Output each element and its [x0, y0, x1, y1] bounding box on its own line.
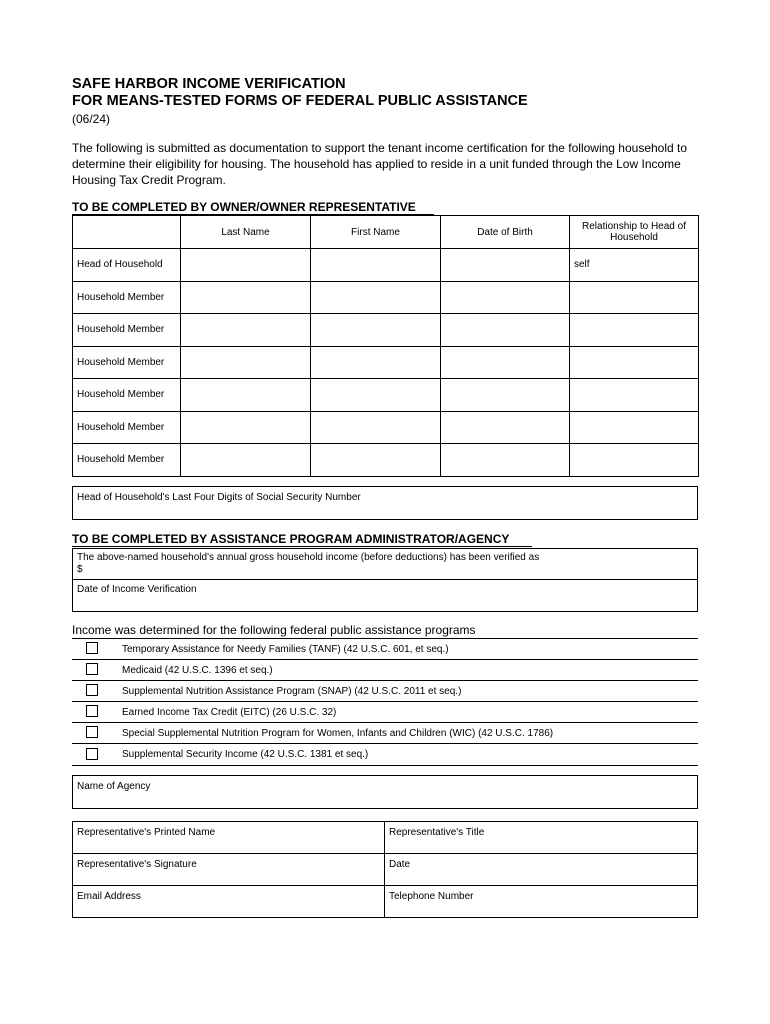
telephone-label: Telephone Number	[389, 891, 474, 902]
snap-label: Supplemental Nutrition Assistance Program (SNAP) (42 U.S.C. 2011 et seq.)	[122, 686, 462, 697]
program-divider	[72, 638, 698, 639]
header-blank	[73, 216, 181, 249]
medicaid-label: Medicaid (42 U.S.C. 1396 et seq.)	[122, 665, 273, 676]
relationship-field[interactable]	[570, 444, 699, 477]
wic-label: Special Supplemental Nutrition Program for Women, Infants and Children (WIC) (42 U.S.C. 1786)	[122, 728, 554, 739]
first-name-field[interactable]	[311, 346, 441, 379]
income-verification-date-label: Date of Income Verification	[77, 584, 197, 595]
header-first-name: First Name	[311, 216, 441, 249]
row-label: Household Member	[73, 444, 181, 477]
eitc-checkbox[interactable]	[86, 705, 98, 717]
agency-section-heading: TO BE COMPLETED BY ASSISTANCE PROGRAM ADMINISTRATOR/AGENCY	[72, 532, 510, 546]
snap-checkbox[interactable]	[86, 684, 98, 696]
date-of-birth-field[interactable]	[441, 249, 570, 282]
date-of-birth-field[interactable]	[441, 444, 570, 477]
date-of-birth-field[interactable]	[441, 314, 570, 347]
relationship-field[interactable]	[570, 379, 699, 412]
rep-printed-name-label: Representative's Printed Name	[77, 827, 216, 838]
intro-paragraph: The following is submitted as documentation to support the tenant income certification for the following household to determine their eligibility for housing. The household has applied to reside in a unit funded through the Low Income Housing Tax Credit Program.	[72, 141, 688, 187]
last-name-field[interactable]	[181, 346, 311, 379]
table-row	[73, 281, 699, 314]
header-relationship: Relationship to Head of Household	[570, 216, 699, 249]
first-name-field[interactable]	[311, 281, 441, 314]
form-title-line1: SAFE HARBOR INCOME VERIFICATION	[72, 76, 346, 92]
agency-name-field[interactable]	[72, 775, 698, 809]
eitc-label: Earned Income Tax Credit (EITC) (26 U.S.C. 32)	[122, 707, 337, 718]
table-row	[73, 379, 699, 412]
signature-date-field[interactable]	[384, 853, 698, 886]
first-name-field[interactable]	[311, 444, 441, 477]
program-divider	[72, 765, 698, 766]
program-divider	[72, 701, 698, 702]
first-name-field[interactable]	[311, 379, 441, 412]
date-of-birth-field[interactable]	[441, 346, 570, 379]
wic-checkbox[interactable]	[86, 726, 98, 738]
program-divider	[72, 722, 698, 723]
program-divider	[72, 680, 698, 681]
last-name-field[interactable]	[181, 444, 311, 477]
program-divider	[72, 743, 698, 744]
first-name-field[interactable]	[311, 411, 441, 444]
header-last-name: Last Name	[181, 216, 311, 249]
date-of-birth-field[interactable]	[441, 411, 570, 444]
ssn-label: Head of Household's Last Four Digits of Social Security Number	[77, 492, 361, 503]
row-label: Household Member	[73, 346, 181, 379]
household-table	[72, 215, 699, 477]
program-divider	[72, 659, 698, 660]
ssi-label: Supplemental Security Income (42 U.S.C. 1381 et seq.)	[122, 749, 369, 760]
relationship-field[interactable]: self	[570, 249, 699, 282]
table-row	[73, 346, 699, 379]
relationship-field[interactable]	[570, 346, 699, 379]
tanf-checkbox[interactable]	[86, 642, 98, 654]
tanf-label: Temporary Assistance for Needy Families (TANF) (42 U.S.C. 601, et seq.)	[122, 644, 449, 655]
date-of-birth-field[interactable]	[441, 281, 570, 314]
last-name-field[interactable]	[181, 411, 311, 444]
last-name-field[interactable]	[181, 281, 311, 314]
income-verified-label: The above-named household's annual gross household income (before deductions) has been verified as	[77, 552, 540, 563]
currency-symbol: $	[77, 564, 83, 575]
first-name-field[interactable]	[311, 314, 441, 347]
table-row	[73, 411, 699, 444]
last-name-field[interactable]	[181, 379, 311, 412]
relationship-field[interactable]	[570, 314, 699, 347]
agency-name-label: Name of Agency	[77, 781, 151, 792]
table-row	[73, 249, 699, 282]
last-name-field[interactable]	[181, 314, 311, 347]
relationship-field[interactable]	[570, 411, 699, 444]
row-label: Household Member	[73, 379, 181, 412]
date-of-birth-field[interactable]	[441, 379, 570, 412]
relationship-field[interactable]	[570, 281, 699, 314]
table-row	[73, 444, 699, 477]
first-name-field[interactable]	[311, 249, 441, 282]
ssi-checkbox[interactable]	[86, 748, 98, 760]
agency-heading-underline	[72, 546, 532, 547]
medicaid-checkbox[interactable]	[86, 663, 98, 675]
household-table-header	[73, 216, 699, 249]
programs-label: Income was determined for the following federal public assistance programs	[72, 623, 476, 637]
row-label: Head of Household	[73, 249, 181, 282]
rep-title-label: Representative's Title	[389, 827, 485, 838]
signature-date-label: Date	[389, 859, 411, 870]
revision-date: (06/24)	[72, 112, 111, 126]
table-row	[73, 314, 699, 347]
row-label: Household Member	[73, 281, 181, 314]
row-label: Household Member	[73, 314, 181, 347]
row-label: Household Member	[73, 411, 181, 444]
form-title-line2: FOR MEANS-TESTED FORMS OF FEDERAL PUBLIC ASSISTANCE	[72, 93, 528, 109]
email-label: Email Address	[77, 891, 141, 902]
header-date-of-birth: Date of Birth	[441, 216, 570, 249]
last-name-field[interactable]	[181, 249, 311, 282]
owner-section-heading: TO BE COMPLETED BY OWNER/OWNER REPRESENTATIVE	[72, 200, 416, 214]
rep-signature-label: Representative's Signature	[77, 859, 197, 870]
